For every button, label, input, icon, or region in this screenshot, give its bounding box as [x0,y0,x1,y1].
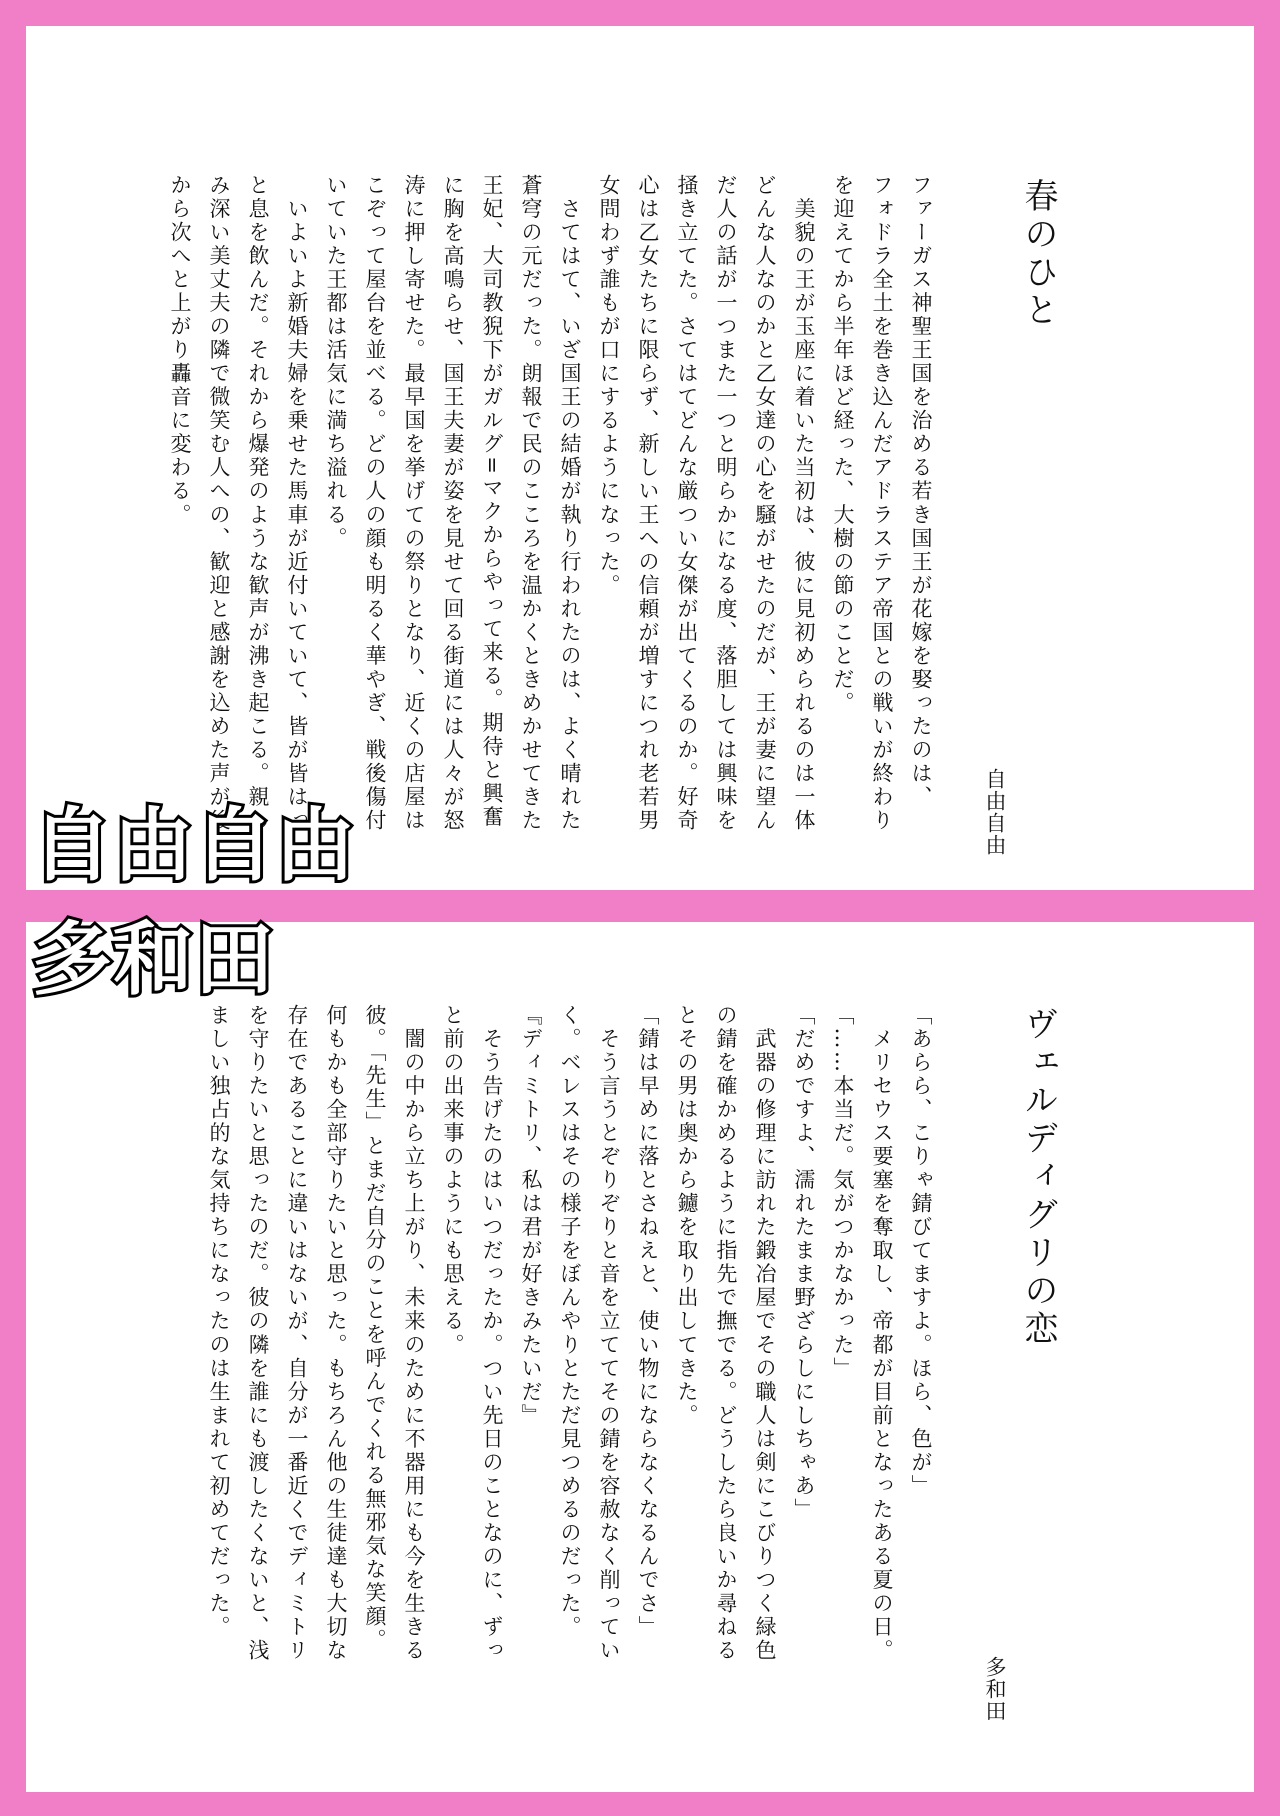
text-column: 女問わず誰もが口にするようになった。 [597,174,621,598]
text-column: と息を飲んだ。それから爆発のような歓声が沸き起こる。親し [246,174,270,833]
text-column: さてはて、いざ国王の結婚が執り行われたのは、よく晴れた [558,174,582,833]
text-column: 何もかも全部守りたいと思った。もちろん他の生徒達も大切な [324,1004,348,1663]
text-column: こぞって屋台を並べる。どの人の顔も明るく華やぎ、戦後傷付 [363,174,387,833]
text-column: 存在であることに違いはないが、自分が一番近くでディミトリ [285,1004,309,1663]
text-column: み深い美丈夫の隣で微笑む人への、歓迎と感謝を込めた声が後 [207,174,231,833]
text-column: いていた王都は活気に満ち溢れる。 [324,174,348,551]
text-column: 武器の修理に訪れた鍛冶屋でその職人は剣にこびりつく緑色 [753,1004,777,1663]
text-column: 「だめですよ、濡れたまま野ざらしにしちゃあ」 [792,1004,816,1522]
text-column: フォドラ全土を巻き込んだアドラステア帝国との戦いが終わり [870,174,894,833]
text-column: 心は乙女たちに限らず、新しい王への信頼が増すにつれ老若男 [636,174,660,833]
text-column: 蒼穹の元だった。朗報で民のこころを温かくときめかせてきた [519,174,543,833]
story-body [158,1004,940,1724]
text-column: 美貌の王が玉座に着いた当初は、彼に見初められるのは一体 [792,174,816,833]
text-column: ましい独占的な気持ちになったのは生まれて初めてだった。 [207,1004,231,1640]
text-column: いよいよ新婚夫婦を乗せた馬車が近付いていて、皆が皆はっ [285,174,309,833]
text-column: そう言うとぞりぞりと音を立ててその錆を容赦なく削ってい [597,1004,621,1663]
story-title: 春のひと [1018,178,1058,331]
story-panel-bottom [26,913,1254,1792]
story-panel-top [26,26,1254,890]
text-column: を守りたいと思ったのだ。彼の隣を誰にも渡したくないと、浅 [246,1004,270,1663]
text-column: と前の出来事のようにも思える。 [441,1004,465,1357]
text-column: 「錆は早めに落とさねえと、使い物にならなくなるんでさ」 [636,1004,660,1640]
text-column: そう告げたのはいつだったか。つい先日のことなのに、ずっ [480,1004,504,1663]
text-column: 「あらら、こりゃ錆びてますよ。ほら、色が」 [909,1004,933,1498]
author-stamp-bottom: 多和田 [32,913,275,1006]
text-column: 『ディミトリ、私は君が好きみたいだ』 [519,1004,543,1428]
story-author: 自由自由 [983,768,1007,857]
text-column: 闇の中から立ち上がり、未来のために不器用にも今を生きる [402,1004,426,1663]
story-author: 多和田 [983,1656,1007,1723]
text-column: メリセウス要塞を奪取し、帝都が目前となったある夏の日。 [870,1004,894,1663]
text-column: 「……本当だ。気がつかなかった」 [831,1004,855,1381]
text-column: く。ベレスはその様子をぼんやりとただ見つめるのだった。 [558,1004,582,1640]
text-column: 掻き立てた。さてはてどんな厳つい女傑が出てくるのか。好奇 [675,174,699,833]
text-column: とその男は奥から鑢を取り出してきた。 [675,1004,699,1428]
text-column: 涛に押し寄せた。最早国を挙げての祭りとなり、近くの店屋は [402,174,426,833]
text-column: に胸を高鳴らせ、国王夫妻が姿を見せて回る街道には人々が怒 [441,174,465,833]
story-title: ヴェルディグリの恋 [1018,1006,1058,1349]
text-column: ファーガス神聖王国を治める若き国王が花嫁を娶ったのは、 [909,174,933,810]
text-column: どんな人なのかと乙女達の心を騒がせたのだが、王が妻に望ん [753,174,777,833]
text-column: だ人の話が一つまた一つと明らかになる度、落胆しては興味を [714,174,738,833]
text-column: を迎えてから半年ほど経った、大樹の節のことだ。 [831,174,855,715]
author-stamp-top: 自由自由 [32,799,356,892]
text-column: 彼。「先生」とまだ自分のことを呼んでくれる無邪気な笑顔。 [363,1004,387,1653]
text-column: から次へと上がり轟音に変わる。 [168,174,192,527]
story-body [158,174,940,878]
text-column: 王妃、大司教猊下がガルグ=マクからやって来る。期待と興奮 [480,174,504,830]
text-column: の錆を確かめるように指先で撫でる。どうしたら良いか尋ねる [714,1004,738,1663]
